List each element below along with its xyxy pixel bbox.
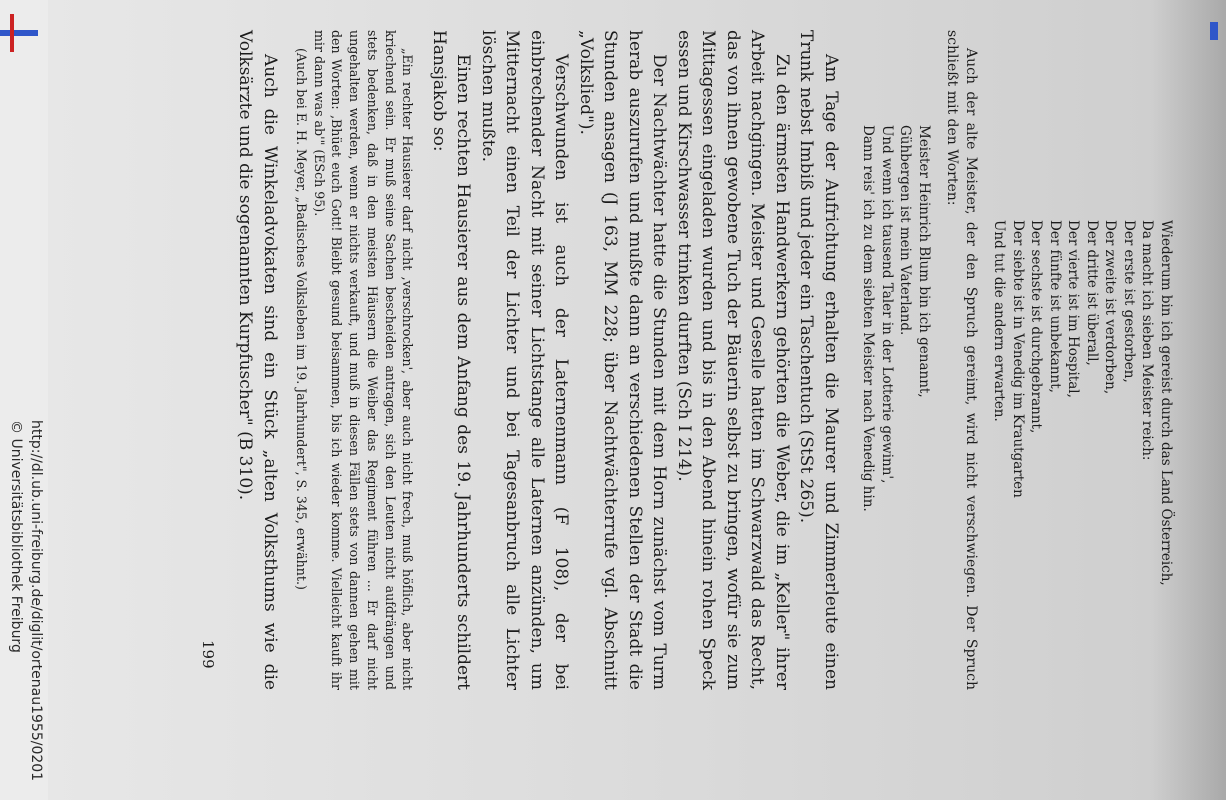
quote-paragraph: „Ein rechter Hausierer darf nicht ‚verschrocken', aber auch nicht frech, muß höflich, aber nicht kriechend sein. Er muß seine Sachen bescheiden antragen, sich den Leuten nicht aufdrängen und stets bedenken, daß in den meisten Häusern die Weiber das Regiment führen ... Er darf nicht ungehalten werden, wenn er nichts verkauft, und muß in diesen Fällen stets von dannen gehen mit den Worten: ‚Bhüet euch Gott! Bleibt gesund beisammen, bis ich wieder komme. Vielleicht kauft ihr mir dann was ab'" (ESch 95). bbox=[311, 30, 416, 690]
verse-block-2 bbox=[859, 125, 933, 690]
page-edge-marker bbox=[1210, 22, 1218, 40]
verse-line: Der siebte ist in Venedig im Krautgarten bbox=[1010, 220, 1026, 498]
body-paragraph: Zu den ärmsten Handwerkern gehörten die Weber, die im „Keller" ihrer Arbeit nachgingen. Meister und Geselle hatten im Schwarzwald das Recht, das von ihnen gewobene Tuch der Bäuerin selbst zu bringen, wofür sie zum Mittagessen eingeladen wurden und bis in den Abend hinein rohen Speck essen und Kirschwasser trinken durften (Sch I 214). bbox=[674, 30, 792, 690]
color-bar-marker-vertical bbox=[10, 14, 14, 52]
verse-block-1 bbox=[990, 220, 1175, 690]
verse-line: Und tut die andern erwarten. bbox=[991, 220, 1008, 422]
watermark-url: http://dl.ub.uni-freiburg.de/diglit/ortenau1955/0201 bbox=[28, 420, 44, 782]
rotated-page-text bbox=[198, 30, 1175, 690]
body-paragraph: Der Nachtwächter hatte die Stunden mit dem Horn zunächst vom Turm herab auszurufen und mußte dann an verschiedenen Stellen der Stadt die Stunden ansagen (J 163, MM 228; über Nachtwächterrufe vgl. Abschnitt „Volkslied"). bbox=[576, 30, 670, 690]
verse-line: Der fünfte ist unbekannt, bbox=[1047, 220, 1063, 393]
body-paragraph: Einen rechten Hausierer aus dem Anfang des 19. Jahrhunderts schildert Hansjakob so: bbox=[429, 30, 474, 690]
intro-paragraph: Auch der alte Meister, der den Spruch gereimt, wird nicht verschwiegen. Der Spruch schließt mit den Worten: bbox=[944, 30, 979, 690]
footnote-paragraph: (Auch bei E. H. Meyer, „Badisches Volksleben im 19. Jahrhundert", S. 345, erwähnt.) bbox=[293, 48, 309, 590]
verse-line: Der dritte ist überall, bbox=[1084, 220, 1100, 366]
verse-line: Gühbergen ist mein Vaterland. bbox=[897, 125, 914, 336]
verse-line: Meister Heinrich Blum bin ich genannt, bbox=[916, 125, 932, 398]
color-bar-marker bbox=[0, 30, 38, 36]
verse-line: Der sechste ist durchgebrannt, bbox=[1028, 220, 1045, 434]
verse-line: Wiederum bin ich gereist durch das Land Österreich, bbox=[1158, 220, 1174, 586]
verse-line: Der erste ist gestorben, bbox=[1121, 220, 1137, 383]
body-paragraph: Am Tage der Aufrichtung erhalten die Maurer und Zimmerleute einen Trunk nebst Imbiß und jeder ein Taschentuch (StSt 265). bbox=[796, 30, 841, 690]
page-number: 199 bbox=[198, 640, 217, 669]
verse-line: Da macht ich sieben Meister reich: bbox=[1139, 220, 1156, 461]
body-paragraph: Verschwunden ist auch der Laternenmann (F 108), der bei einbrechender Nacht mit seiner Lichtstange alle Laternen anzünden, um Mitternacht einen Teil der Lichter und bei Tagesanbruch alle Lichter löschen mußte. bbox=[478, 30, 572, 690]
watermark-copyright: © Universitätsbibliothek Freiburg bbox=[8, 420, 24, 653]
verse-line: Dann reis' ich zu dem siebten Meister nach Venedig hin. bbox=[860, 125, 877, 512]
verse-line: Der zweite ist verdorben, bbox=[1102, 220, 1119, 395]
verse-line: Der vierte ist im Hospital, bbox=[1065, 220, 1082, 398]
verse-line: Und wenn ich tausend Taler in der Lotterie gewinn', bbox=[879, 125, 895, 484]
library-watermark bbox=[6, 420, 46, 781]
body-paragraph: Auch die Winkeladvokaten sind ein Stück „alten Volksthums wie die Volksärzte und die sogenannten Kurpfuscher" (B 310). bbox=[235, 30, 280, 690]
